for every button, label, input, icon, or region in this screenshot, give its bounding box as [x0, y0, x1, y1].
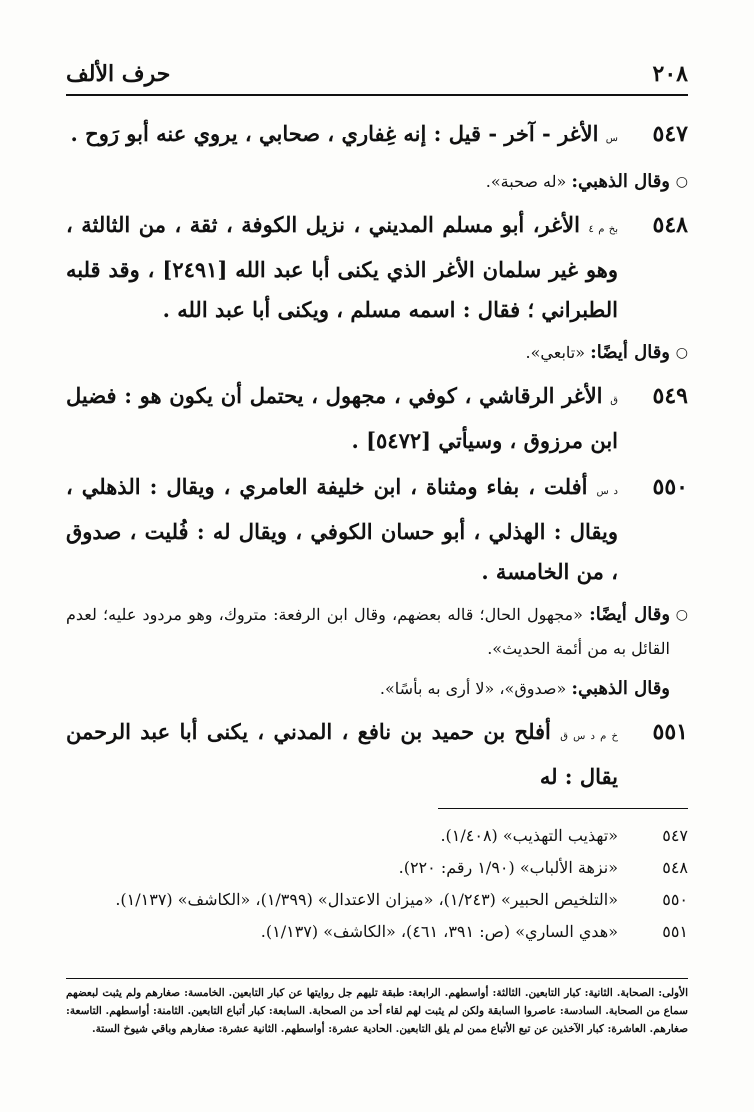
footnote — [66, 916, 688, 948]
footnote — [66, 884, 688, 916]
footnote-text: «نزهة الألباب» (١/٩٠ رقم: ٢٢٠). — [398, 858, 618, 877]
entry-number: ٥٥٠ — [652, 474, 688, 500]
page-number: ٢٠٨ — [652, 61, 688, 87]
narrator-symbols: د س — [596, 486, 618, 497]
footnote-text: «التلخيص الحبير» (١/٢٤٣)، «ميزان الاعتدال» (١/٣٩٩)، «الكاشف» (١/١٣٧). — [115, 890, 618, 909]
narrator-symbols: س — [605, 133, 618, 144]
footnote — [66, 852, 688, 884]
circle-bullet-icon: ○ — [675, 607, 688, 623]
entry-text: الأغر الرقاشي ، كوفي ، مجهول ، يحتمل أن يكون هو : فضيل ابن مرزوق ، وسيأتي [٥٤٧٢] . — [66, 383, 618, 453]
entry — [66, 114, 688, 159]
footnote-text: «تهذيب التهذيب» (١/٤٠٨). — [440, 826, 618, 845]
note — [66, 336, 688, 370]
note-lead: وقال الذهبي: — [571, 678, 670, 699]
note-text: «له صحبة». — [485, 172, 567, 191]
entry — [66, 376, 688, 461]
footnote-text: «هدي الساري» (ص: ٣٩١، ٤٦١)، «الكاشف» (١/١٣٧). — [260, 922, 618, 941]
narrator-symbols: خ م د س ق — [560, 731, 619, 742]
note-lead: وقال الذهبي: — [571, 171, 670, 192]
main-text — [66, 108, 688, 797]
footnote-number: ٥٤٨ — [662, 858, 688, 877]
entry — [66, 205, 688, 330]
narrator-symbols: ق — [610, 395, 618, 406]
note — [66, 672, 688, 706]
entry-text: الأغر، أبو مسلم المديني ، نزيل الكوفة ، ثقة ، من الثالثة ، وهو غير سلمان الأغر الذي يكنى أبا عبد الله [٢٤٩١] ، وقد قلبه الطبراني ؛ فقال : اسمه مسلم ، ويكنى أبا عبد الله . — [66, 212, 619, 322]
note-text: «مجهول الحال؛ قاله بعضهم، وقال ابن الرفعة: متروك، وهو مردود عليه؛ لعدم القائل به من أئمة الحديث». — [66, 605, 670, 658]
entry — [66, 712, 688, 797]
entry-text: أفلح بن حميد بن نافع ، المدني ، يكنى أبا عبد الرحمن يقال : له — [66, 719, 618, 789]
footnotes — [66, 820, 688, 948]
note — [66, 165, 688, 199]
tabaqat-glossary: الأولى: الصحابة. الثانية: كبار التابعين. الثالثة: أواسطهم. الرابعة: طبقة تليهم جل روايتها عن كبار التابعين. الخامسة: صغارهم ولم يثبت لبعضهم سماع من الصحابة. السادسة: عاصروا السابقة ولكن لم يثبت لهم لقاء أحد من الصحابة. السابعة: كبار أتباع التابعين. الثامنة: أواسطهم. التاسعة: صغارهم. العاشرة: كبار الآخذين عن تبع الأتباع ممن لم يلق التابعين. الحادية عشرة: أواسطهم. الثانية عشرة: صغارهم وباقي شيوخ الستة. — [66, 987, 688, 1035]
footnote-rule — [438, 808, 688, 809]
glossary-rule — [66, 978, 688, 979]
page-header — [66, 56, 688, 92]
entry — [66, 467, 688, 592]
entry-text: أفلت ، بفاء ومثناة ، ابن خليفة العامري ، ويقال : الذهلي ، ويقال : الهذلي ، أبو حسان الكوفي ، ويقال له : فُليت ، صدوق ، من الخامسة . — [66, 474, 618, 584]
note-lead: وقال أيضًا: — [589, 604, 671, 625]
chapter-title: حرف الألف — [66, 61, 171, 87]
note — [66, 598, 688, 666]
entry-number: ٥٤٧ — [652, 121, 688, 147]
narrator-symbols: بخ م ٤ — [588, 224, 619, 235]
entry-number: ٥٤٨ — [652, 212, 688, 238]
note-text: «صدوق»، «لا أرى به بأسًا». — [379, 679, 567, 698]
note-lead: وقال أيضًا: — [590, 342, 670, 363]
note-text: «تابعي». — [525, 343, 586, 362]
footnote-number: ٥٥٠ — [662, 890, 688, 909]
entry-number: ٥٤٩ — [652, 383, 688, 409]
footnote — [66, 820, 688, 852]
entry-number: ٥٥١ — [652, 719, 688, 745]
entry-text: الأغر - آخر - قيل : إنه غِفاري ، صحابي ، يروي عنه أبو رَوح . — [70, 121, 599, 146]
header-rule — [66, 94, 688, 96]
footnote-number: ٥٤٧ — [662, 826, 688, 845]
circle-bullet-icon: ○ — [675, 174, 688, 190]
circle-bullet-icon: ○ — [675, 345, 688, 361]
footnote-number: ٥٥١ — [662, 922, 688, 941]
